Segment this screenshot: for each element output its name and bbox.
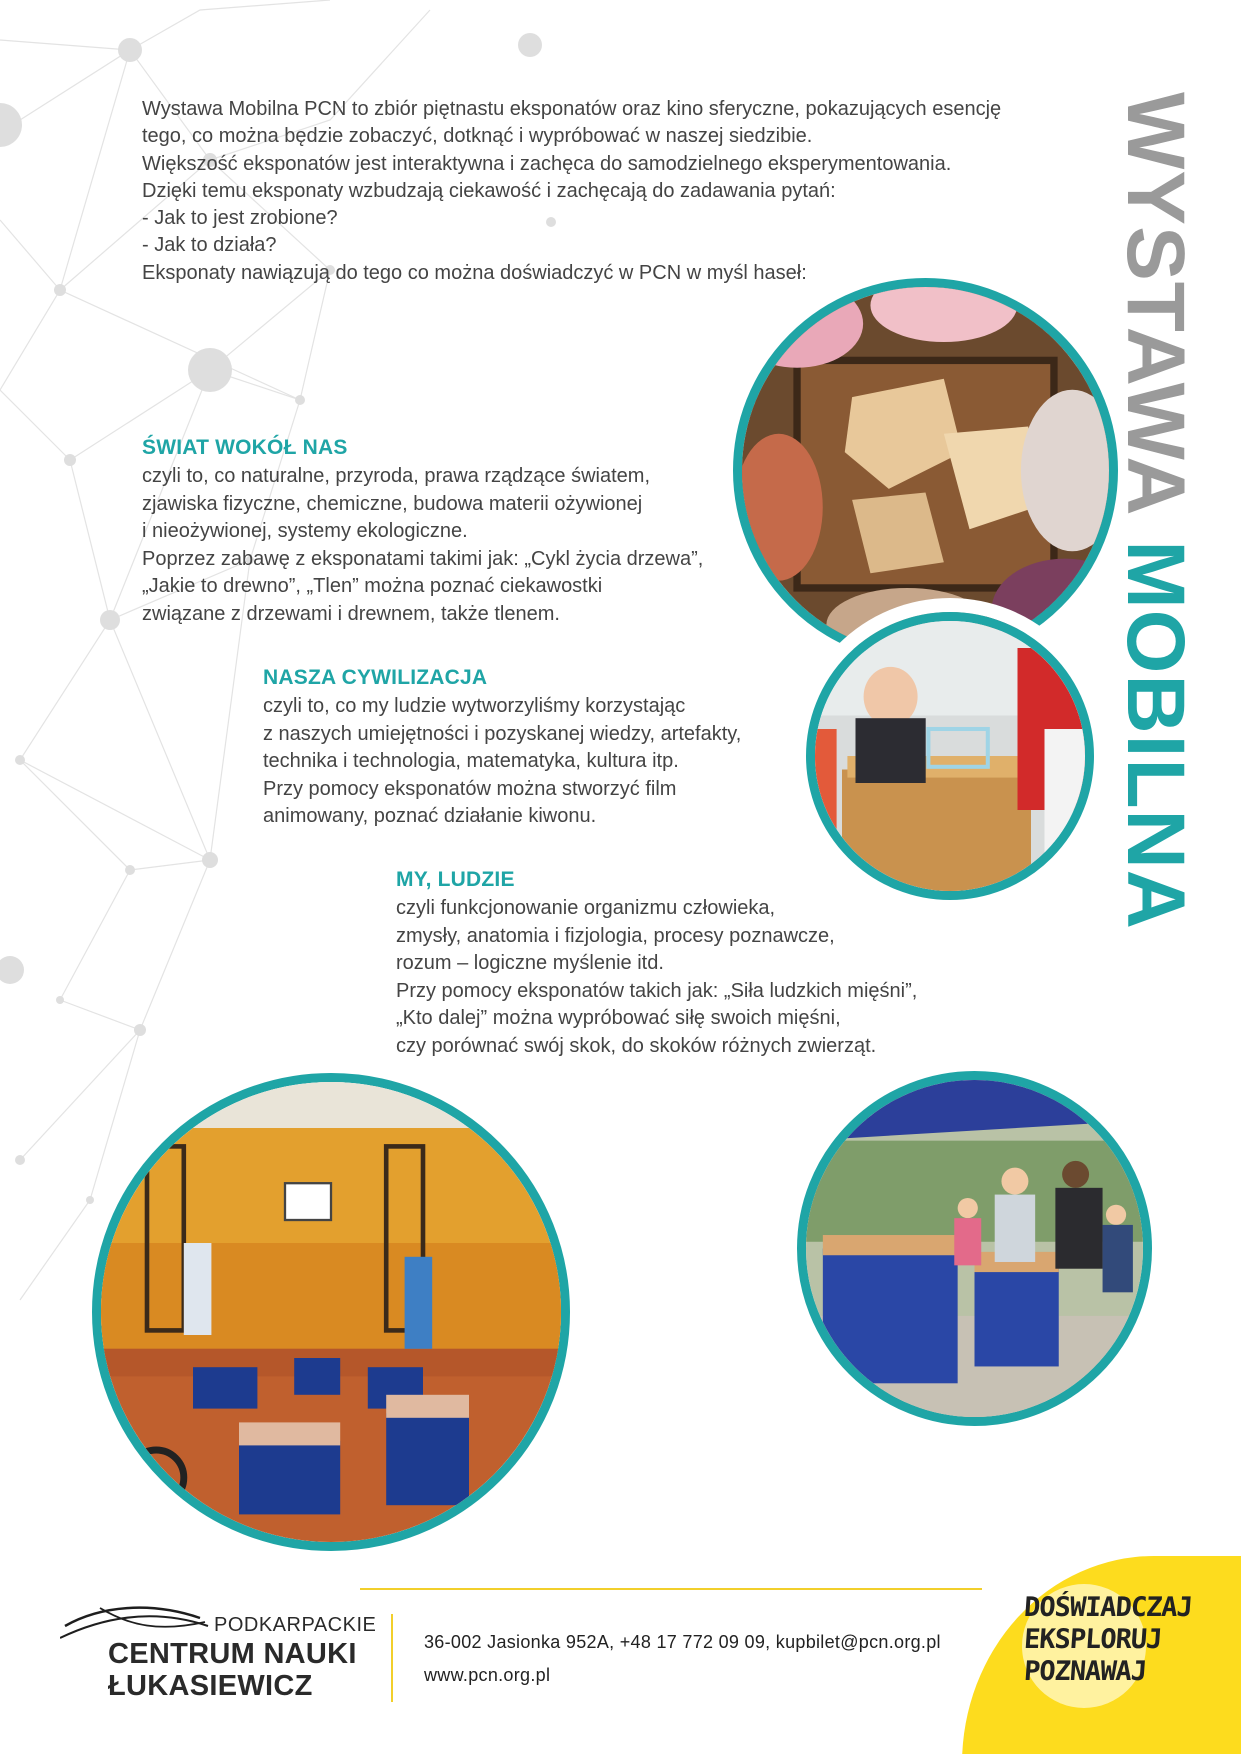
stamp-line-2: EKSPLORUJ [1022, 1624, 1163, 1655]
stamp-line-1: DOŚWIADCZAJ [1022, 1592, 1193, 1623]
section-line: zjawiska fizyczne, chemiczne, budowa materii ożywionej [142, 492, 643, 515]
title-part-2: MOBILNA [1110, 540, 1201, 930]
section-heading: NASZA CYWILIZACJA [263, 666, 488, 689]
section-line: „Kto dalej” można wypróbować siłę swoich mięśni, [396, 1007, 841, 1029]
photo-exhibition-gym [92, 1073, 570, 1551]
contact-address: 36-002 Jasionka 952A, +48 17 772 09 09, kupbilet@pcn.org.pl [424, 1632, 941, 1652]
photo-girl-at-exhibit [806, 612, 1094, 900]
footer-divider-line [360, 1588, 982, 1590]
section-line: technika i technologia, matematyka, kultura itp. [263, 750, 679, 772]
section-line: Przy pomocy eksponatów takich jak: „Siła ludzkich mięśni”, [396, 979, 918, 1002]
section-line: czyli funkcjonowanie organizmu człowieka, [396, 897, 776, 919]
photo-children-wood-puzzle [733, 278, 1118, 663]
section-line: „Jakie to drewno”, „Tlen” można poznać ciekawostki [142, 575, 603, 597]
section-heading: ŚWIAT WOKÓŁ NAS [142, 436, 348, 459]
section-my-ludzie [396, 866, 917, 1060]
section-nasza-cywilizacja [263, 664, 741, 831]
section-line: Poprzez zabawę z eksponatami takimi jak: „Cykl życia drzewa”, [142, 547, 704, 570]
section-line: zmysły, anatomia i fizjologia, procesy poznawcze, [396, 924, 835, 947]
contact-website-link[interactable]: www.pcn.org.pl [424, 1665, 551, 1685]
photo-outdoor-exhibition [797, 1071, 1152, 1426]
stamp-line-3: POZNAWAJ [1022, 1656, 1148, 1687]
intro-line: Większość eksponatów jest interaktywna i zachęca do samodzielnego eksperymentowania. [142, 152, 952, 175]
intro-line: Eksponaty nawiązują do tego co można doświadczyć w PCN w myśl haseł: [142, 261, 807, 284]
section-line: rozum – logiczne myślenie itd. [396, 952, 664, 974]
section-line: czy porównać swój skok, do skoków różnych zwierząt. [396, 1034, 877, 1057]
intro-line: Dzięki temu eksponaty wzbudzają ciekawość i zachęcają do zadawania pytań: [142, 179, 836, 202]
section-line: związane z drzewami i drewnem, także tlenem. [142, 602, 560, 625]
title-part-1: WYSTAWA [1110, 92, 1201, 517]
section-line: animowany, poznać działanie kiwonu. [263, 805, 597, 827]
intro-line: - Jak to działa? [142, 234, 277, 257]
section-line: z naszych umiejętności i pozyskanej wiedzy, artefakty, [263, 722, 742, 745]
slogan-stamp [1016, 1582, 1193, 1708]
footer-vertical-divider [391, 1614, 393, 1702]
intro-text [142, 96, 1102, 287]
section-line: Przy pomocy eksponatów można stworzyć film [263, 777, 677, 800]
section-line: czyli to, co my ludzie wytworzyliśmy korzystając [263, 695, 686, 717]
vertical-title-text [1110, 92, 1200, 930]
intro-line: Wystawa Mobilna PCN to zbiór piętnastu eksponatów oraz kino sferyczne, pokazujących esencję [142, 98, 1002, 120]
section-swiat-wokol-nas [142, 434, 703, 628]
intro-line: - Jak to jest zrobione? [142, 207, 338, 230]
logo-line-1: PODKARPACKIE [214, 1614, 377, 1636]
contact-info [424, 1626, 941, 1692]
section-heading: MY, LUDZIE [396, 868, 515, 891]
logo-line-3: ŁUKASIEWICZ [108, 1670, 313, 1702]
vertical-page-title [1110, 92, 1212, 1092]
logo-line-2: CENTRUM NAUKI [108, 1638, 357, 1670]
section-line: czyli to, co naturalne, przyroda, prawa rządzące światem, [142, 465, 650, 487]
section-line: i nieożywionej, systemy ekologiczne. [142, 520, 468, 542]
pcn-logo [60, 1596, 380, 1706]
intro-line: tego, co można będzie zobaczyć, dotknąć i wypróbować w naszej siedzibie. [142, 125, 813, 148]
